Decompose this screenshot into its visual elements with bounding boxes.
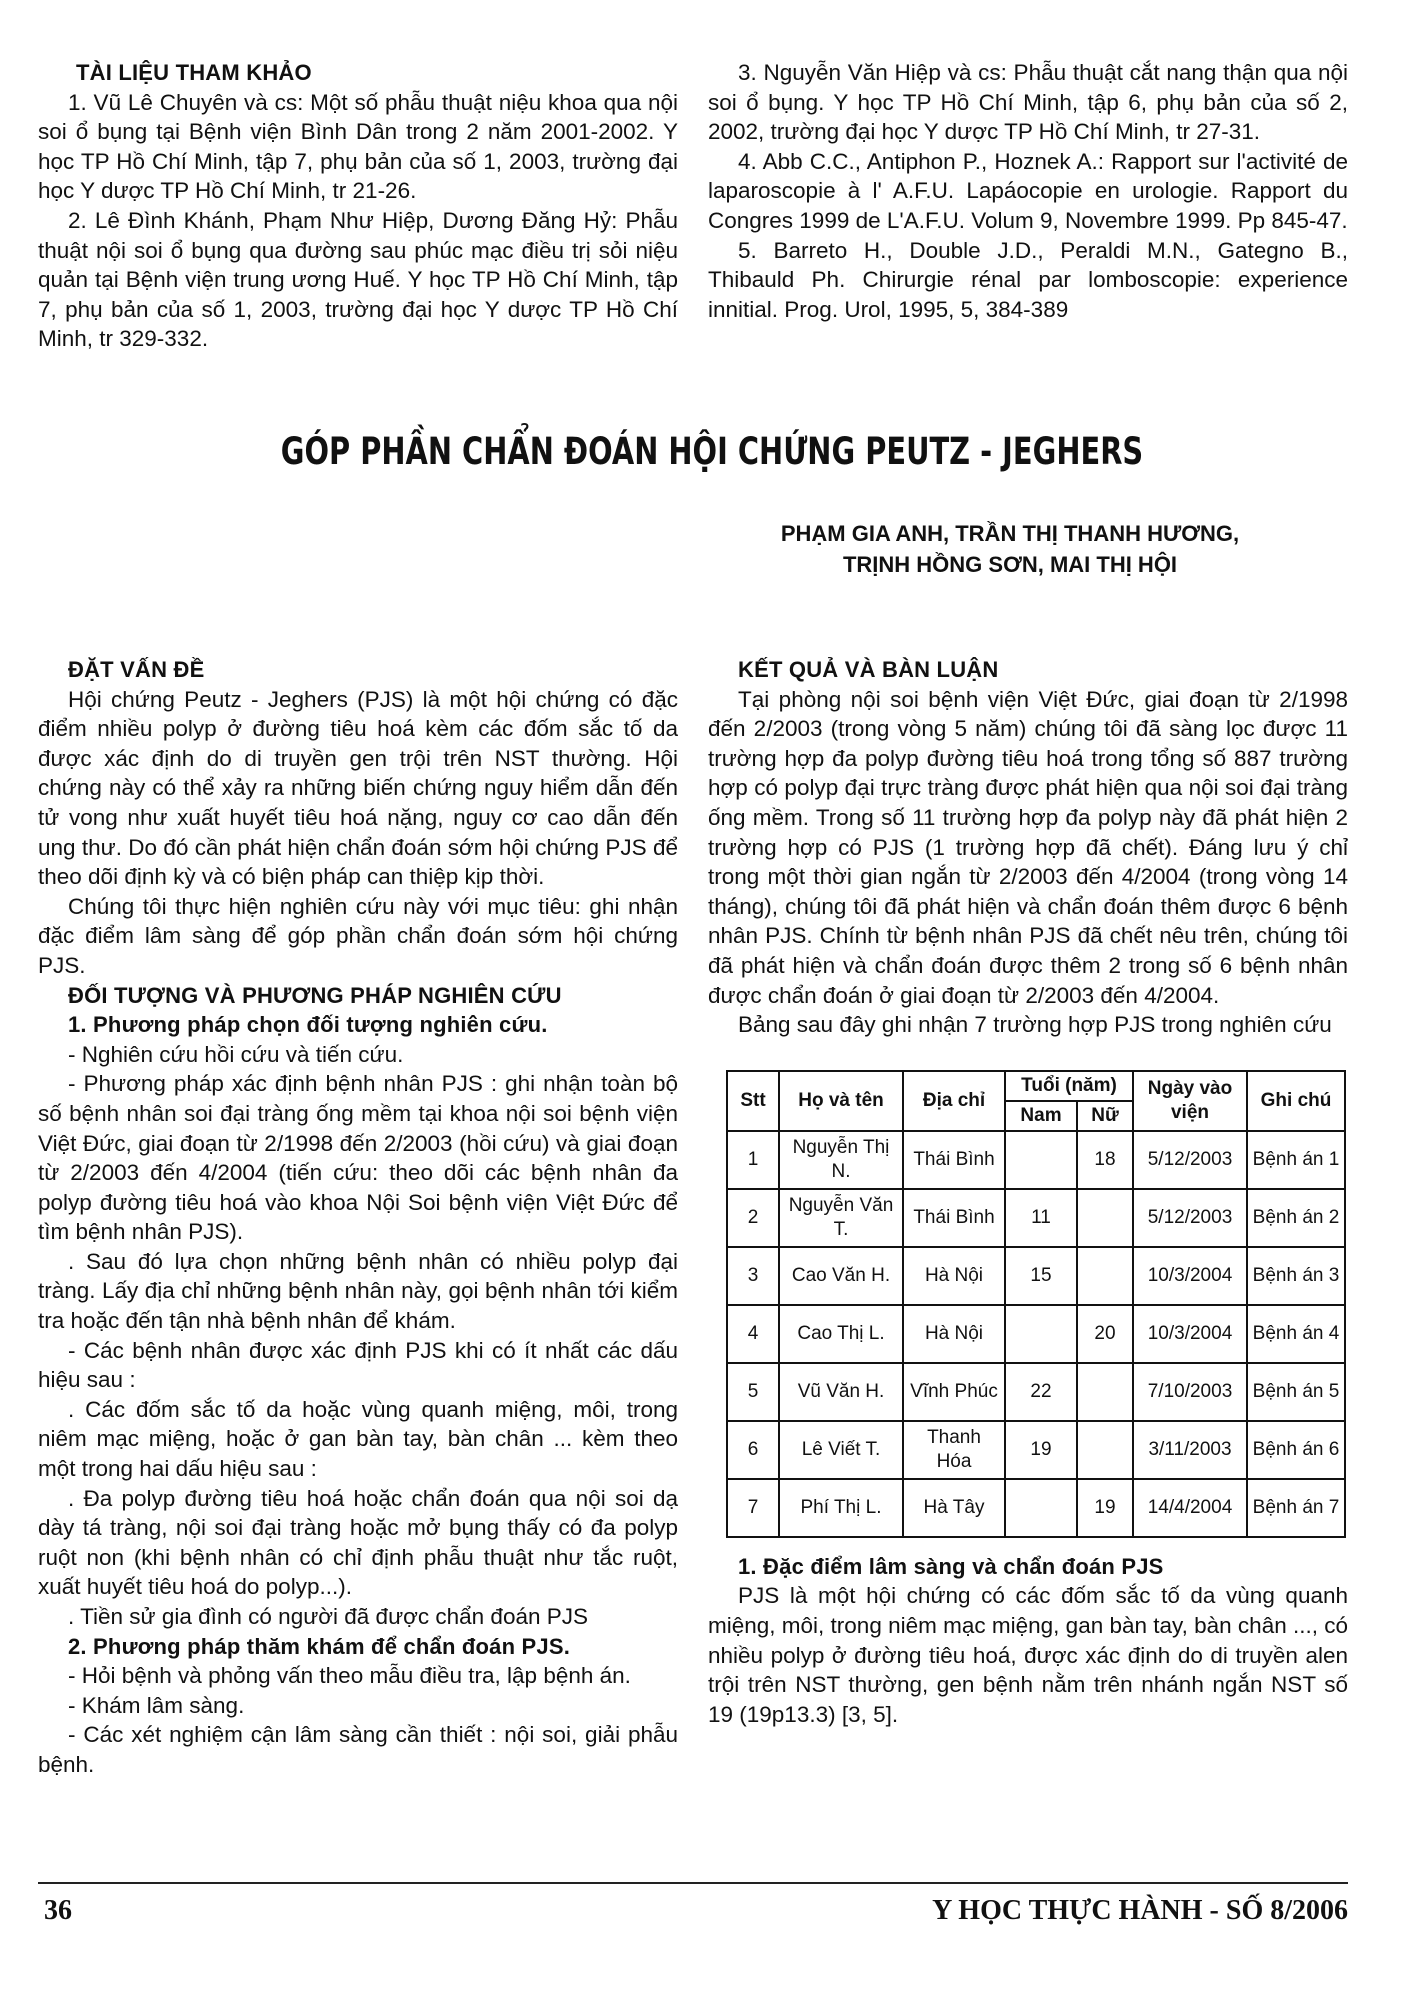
section-heading-methods: ĐỐI TƯỢNG VÀ PHƯƠNG PHÁP NGHIÊN CỨU [68,982,562,1008]
subsection-heading: 1. Đặc điểm lâm sàng và chẩn đoán PJS [738,1553,1164,1579]
table-cell-name: Lê Viết T. [779,1421,903,1479]
table-cell-address: Thanh Hóa [903,1421,1005,1479]
body-right-column [708,655,1348,1729]
table-row [727,1247,1345,1305]
paragraph: Bảng sau đây ghi nhận 7 trường hợp PJS trong nghiên cứu [738,1012,1332,1038]
table-cell-female: 18 [1077,1131,1133,1189]
table-cell-note: Bệnh án 6 [1247,1421,1345,1479]
table-cell-note: Bệnh án 7 [1247,1479,1345,1537]
table-cell-name: Vũ Văn H. [779,1363,903,1421]
paragraph: . Các đốm sắc tố da hoặc vùng quanh miệng, môi, trong niêm mạc miệng, hoặc ở gan bàn tay, bàn chân ... kèm theo một trong hai dấu hiệu sau : [38,1396,678,1482]
table-row [727,1189,1345,1247]
reference-item: 4. Abb C.C., Antiphon P., Hoznek A.: Rapport sur l'activité de laparoscopie à l' A.F.U. Lapáocopie en urologie. Rapport du Congres 1999 de L'A.F.U. Volum 9, Novembre 1999. Pp 845-47. [708,148,1348,233]
reference-item: 2. Lê Đình Khánh, Phạm Như Hiệp, Dương Đăng Hỷ: Phẫu thuật nội soi ổ bụng qua đường sau phúc mạc điều trị sỏi niệu quản tại Bệnh viện trung ương Huế. Y học TP Hồ Chí Minh, tập 7, phụ bản của số 1, 2003, trường đại học Y dược TP Hồ Chí Minh, tr 329-332. [38,207,678,352]
table-cell-male [1005,1479,1077,1537]
table-cell-female [1077,1363,1133,1421]
paragraph: . Đa polyp đường tiêu hoá hoặc chẩn đoán qua nội soi dạ dày tá tràng, nội soi đại tràng hoặc mở bụng thấy có đa polyp ruột non (khi bệnh nhân có chỉ định phẫu thuật như tắc ruột, xuất huyết tiêu hoá do polyp...). [38,1485,678,1600]
table-header-note: Ghi chú [1247,1071,1345,1131]
table-cell-male: 19 [1005,1421,1077,1479]
table-cell-female [1077,1421,1133,1479]
table-header-female: Nữ [1077,1101,1133,1131]
article-title: GÓP PHẦN CHẨN ĐOÁN HỘI CHỨNG PEUTZ - JEGHERS [280,430,1144,473]
table-cell-male: 11 [1005,1189,1077,1247]
references-heading: TÀI LIỆU THAM KHẢO [76,60,312,85]
section-heading-intro: ĐẶT VẤN ĐỀ [68,657,205,682]
table-cell-name: Phí Thị L. [779,1479,903,1537]
paragraph: - Các xét nghiệm cận lâm sàng cần thiết : nội soi, giải phẫu bệnh. [38,1722,678,1777]
paragraph: - Các bệnh nhân được xác định PJS khi có ít nhất các dấu hiệu sau : [38,1337,678,1393]
paragraph: Hội chứng Peutz - Jeghers (PJS) là một hội chứng có đặc điểm nhiều polyp ở đường tiêu hoá kèm các đốm sắc tố da được xác định do di truyền gen trội trên NST thường. Hội chứng này có thể xảy ra những biến chứng nguy hiểm dẫn đến tử vong như xuất huyết tiêu hoá nặng, nguy cơ cao dẫn đến ung thư. Do đó cần phát hiện chẩn đoán sớm hội chứng PJS để theo dõi định kỳ và có biện pháp can thiệp kịp thời. [38,686,678,890]
reference-item: 1. Vũ Lê Chuyên và cs: Một số phẫu thuật niệu khoa qua nội soi ổ bụng tại Bệnh viện Bình Dân trong 2 năm 2001-2002. Y học TP Hồ Chí Minh, tập 7, phụ bản của số 1, 2003, trường đại học Y dược TP Hồ Chí Minh, tr 21-26. [38,89,678,204]
paragraph: - Hỏi bệnh và phỏng vấn theo mẫu điều tra, lập bệnh án. [68,1663,631,1689]
table-header-name: Họ và tên [779,1071,903,1131]
body-left-column [38,655,678,1780]
table-cell-stt: 7 [727,1479,779,1537]
table-cell-date: 10/3/2004 [1133,1305,1247,1363]
table-cell-date: 3/11/2003 [1133,1421,1247,1479]
subsection-heading: 2. Phương pháp thăm khám để chẩn đoán PJS. [68,1633,571,1659]
table-cell-stt: 3 [727,1247,779,1305]
table-header-address: Địa chỉ [903,1071,1005,1131]
table-cell-address: Hà Nội [903,1247,1005,1305]
table-row [727,1363,1345,1421]
table-cell-address: Thái Bình [903,1189,1005,1247]
table-header-age: Tuổi (năm) [1005,1071,1133,1101]
journal-name: Y HỌC THỰC HÀNH - SỐ 8/2006 [932,1895,1348,1926]
table-cell-male [1005,1305,1077,1363]
table-cell-note: Bệnh án 5 [1247,1363,1345,1421]
table-cell-stt: 6 [727,1421,779,1479]
table-cell-note: Bệnh án 4 [1247,1305,1345,1363]
table-cell-stt: 5 [727,1363,779,1421]
table-cell-address: Hà Tây [903,1479,1005,1537]
table-header-stt: Stt [727,1071,779,1131]
table-cell-female [1077,1247,1133,1305]
paragraph: - Khám lâm sàng. [68,1692,245,1718]
table-cell-stt: 1 [727,1131,779,1189]
table-row [727,1131,1345,1189]
table-cell-name: Cao Văn H. [779,1247,903,1305]
table-cell-note: Bệnh án 2 [1247,1189,1345,1247]
table-cell-date: 7/10/2003 [1133,1363,1247,1421]
table-cell-stt: 4 [727,1305,779,1363]
patients-table [726,1070,1346,1538]
table-cell-name: Nguyễn Văn T. [779,1189,903,1247]
table-cell-date: 5/12/2003 [1133,1131,1247,1189]
authors-line: TRỊNH HỒNG SƠN, MAI THỊ HỘI [842,552,1178,577]
table-cell-male: 15 [1005,1247,1077,1305]
table-cell-female: 20 [1077,1305,1133,1363]
reference-item: 5. Barreto H., Double J.D., Peraldi M.N., Gategno B., Thibauld Ph. Chirurgie rénal par lomboscopie: experience innitial. Prog. Urol, 1995, 5, 384-389 [708,237,1348,322]
page-number: 36 [44,1895,72,1926]
table-cell-female [1077,1189,1133,1247]
paragraph: . Sau đó lựa chọn những bệnh nhân có nhiều polyp đại tràng. Lấy địa chỉ những bệnh nhân này, gọi bệnh nhân tới kiểm tra hoặc đến tận nhà bệnh nhân để khám. [38,1248,678,1334]
paragraph: . Tiền sử gia đình có người đã được chẩn đoán PJS [68,1604,588,1629]
paragraph: Tại phòng nội soi bệnh viện Việt Đức, giai đoạn từ 2/1998 đến 2/2003 (trong vòng 5 năm) chúng tôi đã sàng lọc được 11 trường hợp đa polyp đường tiêu hoá trong tổng số 887 trường hợp có polyp đại trực tràng được phát hiện qua nội soi đại tràng ống mềm. Trong số 11 trường hợp đa polyp này đã phát hiện 2 trường hợp có PJS (1 trường hợp đã chết). Đáng lưu ý chỉ trong một thời gian ngắn từ 2/2003 đến 4/2004 (trong vòng 14 tháng), chúng tôi đã phát hiện và chẩn đoán thêm được 6 bệnh nhân PJS. Chính từ bệnh nhân PJS đã chết nêu trên, chúng tôi đã phát hiện và chẩn đoán được thêm 2 trong số 6 bệnh nhân được chẩn đoán ở giai đoạn từ 2/2003 đến 4/2004. [708,686,1348,1008]
section-heading-results: KẾT QUẢ VÀ BÀN LUẬN [738,657,999,682]
references-right-column [708,58,1348,324]
table-body [727,1131,1345,1537]
table-cell-name: Cao Thị L. [779,1305,903,1363]
table-header-date: Ngày vào viện [1133,1071,1247,1131]
authors-line: PHẠM GIA ANH, TRẦN THỊ THANH HƯƠNG, [780,521,1240,546]
footer-rule [38,1882,1348,1884]
table-cell-address: Thái Bình [903,1131,1005,1189]
table-cell-date: 14/4/2004 [1133,1479,1247,1537]
paragraph: PJS là một hội chứng có các đốm sắc tố da vùng quanh miệng, môi, trong niêm mạc miệng, gan bàn tay, bàn chân ..., có nhiều polyp ở đường tiêu hoá, được xác định do di truyền alen trội trên NST thường, gen bệnh nằm trên nhánh ngắn NST số 19 (19p13.3) [3, 5]. [708,1583,1348,1727]
table-header-male: Nam [1005,1101,1077,1131]
table-cell-name: Nguyễn Thị N. [779,1131,903,1189]
table-cell-male: 22 [1005,1363,1077,1421]
subsection-heading: 1. Phương pháp chọn đối tượng nghiên cứu. [68,1012,548,1038]
article-authors [720,518,1300,580]
paragraph: Chúng tôi thực hiện nghiên cứu này với mục tiêu: ghi nhận đặc điểm lâm sàng để góp phần chẩn đoán sớm hội chứng PJS. [38,893,678,978]
reference-item: 3. Nguyễn Văn Hiệp và cs: Phẫu thuật cắt nang thận qua nội soi ổ bụng. Y học TP Hồ Chí Minh, tập 6, phụ bản của số 2, 2002, trường đại học Y dược TP Hồ Chí Minh, tr 27-31. [708,60,1348,145]
table-cell-date: 5/12/2003 [1133,1189,1247,1247]
table-cell-address: Hà Nội [903,1305,1005,1363]
paragraph: - Phương pháp xác định bệnh nhân PJS : ghi nhận toàn bộ số bệnh nhân soi đại tràng ống mềm tại khoa nội soi bệnh viện Việt Đức, giai đoạn từ 2/1998 đến 2/2003 (hồi cứu) và giai đoạn từ 2/2003 đến 4/2004 (tiến cứu: theo dõi các bệnh nhân đa polyp đường tiêu hoá vào khoa Nội Soi bệnh viện Việt Đức để tìm bệnh nhân PJS). [38,1071,678,1245]
table-cell-note: Bệnh án 1 [1247,1131,1345,1189]
table-cell-stt: 2 [727,1189,779,1247]
table-row [727,1421,1345,1479]
table-cell-female: 19 [1077,1479,1133,1537]
table-cell-address: Vĩnh Phúc [903,1363,1005,1421]
table-row [727,1479,1345,1537]
table-cell-note: Bệnh án 3 [1247,1247,1345,1305]
paragraph: - Nghiên cứu hồi cứu và tiến cứu. [68,1041,404,1067]
table-cell-male [1005,1131,1077,1189]
table-row [727,1305,1345,1363]
table-cell-date: 10/3/2004 [1133,1247,1247,1305]
references-left-column [38,58,678,354]
